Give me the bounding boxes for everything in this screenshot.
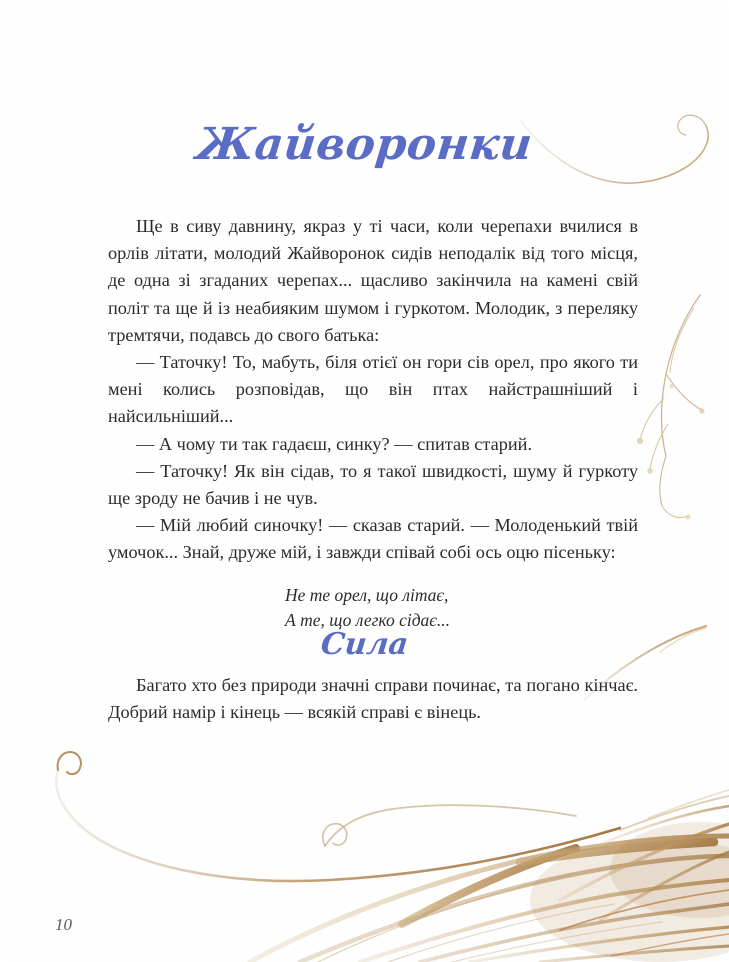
- story-paragraph: — А чому ти так гадаєш, синку? — спитав старий.: [136, 433, 533, 454]
- section-title: Сила: [319, 626, 410, 662]
- page-number: 10: [55, 915, 72, 934]
- verse-line: А те, що легко сідає...: [285, 609, 451, 630]
- chapter-title: Жайворонки: [194, 119, 535, 171]
- story-paragraph: Ще в сиву давнину, якраз у ті часи, коли черепахи вчилися в орлів літати, молодий Жайворонок сидів неподалік від того місця, де одна зі згаданих черепах... щасливо закінчила на камені свій політ та ще й із неабияким шумом і гуркотом. Молодик, з переляку тремтячи, подавсь до свого батька:: [108, 216, 638, 345]
- story-paragraph: — Таточку! То, мабуть, біля отієї он гори сів орел, про якого ти мені колись розповідав, що він птах найстрашніший і найсильніший...: [108, 352, 638, 427]
- story-body: [108, 213, 638, 633]
- story-paragraph: — Таточку! Як він сідав, то я такої швидкості, шуму й гуркоту ще зроду не бачив і не чув.: [108, 460, 638, 509]
- story-paragraph: — Мій любий синочку! — сказав старий. — Молоденький твій умочок... Знай, друже мій, і завжди співай собі ось оцю пісеньку:: [108, 515, 638, 563]
- verse-line: Не те орел, що літає,: [285, 584, 449, 605]
- section-paragraph: Багато хто без природи значні справи починає, та погано кінчає. Добрий намір і кінець — всякій справі є вінець.: [108, 675, 638, 723]
- section-body: [108, 672, 638, 726]
- verse-block: [108, 583, 638, 633]
